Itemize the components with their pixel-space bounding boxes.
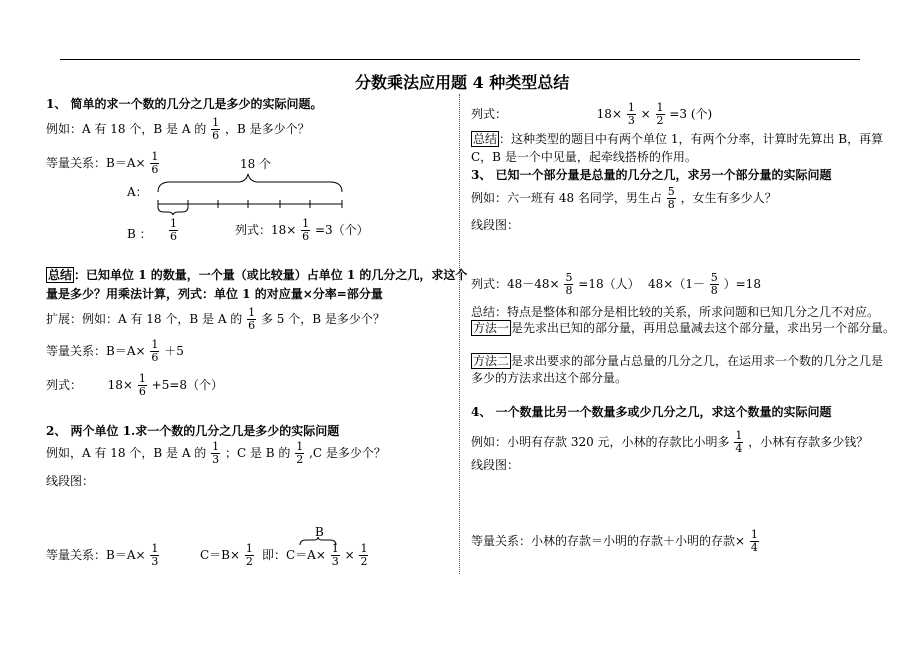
s1-formula: 列式：18× $\frac{1}{6}$ =3（个） xyxy=(235,217,369,243)
fraction-five-eighths: $\frac{5}{8}$ xyxy=(565,271,573,297)
method-1-tag: 方法一 xyxy=(473,321,510,335)
brace-bottom xyxy=(158,207,188,215)
s1-ext-equation: 等量关系：B＝A× $\frac{1}{6}$ ＋5 xyxy=(46,338,184,364)
s4-segment-label: 线段图： xyxy=(471,458,520,472)
fraction-one-third: $\frac{1}{3}$ xyxy=(331,542,339,568)
s3-segment-label: 线段图： xyxy=(471,218,520,232)
s3-example: 例如：六一班有 48 名同学，男生占 $\frac{5}{8}$ ，女生有多少人？ xyxy=(471,185,777,211)
page-title: 分数乘法应用题 4 种类型总结 xyxy=(355,73,570,92)
s1-summary-line1: 总结 ：已知单位 1 的数量，一个量（或比较量）占单位 1 的几分之几，求这个 xyxy=(48,268,468,282)
s3-method-1: 方法一 是先求出已知的部分量，再用总量减去这个部分量，求出另一个部分量。 xyxy=(473,321,896,335)
s1-ext-formula: 列式： 18× $\frac{1}{6}$ +5=8（个） xyxy=(46,372,224,398)
s4-equation: 等量关系：小林的存款＝小明的存款＋小明的存款× $\frac{1}{4}$ xyxy=(471,528,758,554)
fraction-one-sixth: $\frac{1}{6}$ xyxy=(170,217,177,243)
fraction-one-sixth: $\frac{1}{6}$ xyxy=(302,217,310,243)
segment-label-a: A： xyxy=(127,185,148,199)
s1-extension: 扩展：例如：A 有 18 个，B 是 A 的 $\frac{1}{6}$ 多 5 个，B 是多少个？ xyxy=(46,306,385,332)
s2-eq3: 即：C＝A× $\frac{1}{3}$ × $\frac{1}{2}$ xyxy=(262,542,368,568)
segment-top-label: 18 个 xyxy=(240,157,272,171)
s2-brace-label: B xyxy=(315,525,324,539)
fraction-one-sixth: $\frac{1}{6}$ xyxy=(212,116,220,142)
s2-example: 例如，A 有 18 个，B 是 A 的 $\frac{1}{3}$ ；C 是 B 的 $\frac{1}{2}$ ,C 是多少个？ xyxy=(46,440,386,466)
segment-label-b: B ： xyxy=(127,227,152,241)
fraction-one-third: $\frac{1}{3}$ xyxy=(627,101,635,127)
s3-method-2-line2: 多少的方法求出这个部分量。 xyxy=(471,371,628,385)
fraction-five-eighths: $\frac{5}{8}$ xyxy=(667,185,675,211)
fraction-one-sixth: $\frac{1}{6}$ xyxy=(151,338,159,364)
section-3-heading: 3、 已知一个部分量是总量的几分之几，求另一个部分量的实际问题 xyxy=(471,168,832,182)
column-divider xyxy=(459,94,460,574)
s1-example: 例如：A 有 18 个，B 是 A 的 $\frac{1}{6}$ ，B 是多少个？ xyxy=(46,116,310,142)
section-4-heading: 4、 一个数量比另一个数量多或少几分之几，求这个数量的实际问题 xyxy=(471,405,832,419)
fraction-one-sixth: $\frac{1}{6}$ xyxy=(151,150,159,176)
s3-formula-1: 列式：48－48× $\frac{5}{8}$ =18（人） xyxy=(471,271,640,297)
top-rule xyxy=(60,59,860,60)
s2-eq2: C＝B× $\frac{1}{2}$ xyxy=(200,542,253,568)
fraction-one-third: $\frac{1}{3}$ xyxy=(151,542,159,568)
s1-equation: 等量关系：B＝A× $\frac{1}{6}$ xyxy=(46,150,159,176)
s3-summary: 总结：特点是整体和部分是相比较的关系，所求问题和已知几分之几不对应。 xyxy=(471,305,880,319)
fraction-one-fourth: $\frac{1}{4}$ xyxy=(735,429,743,455)
fraction-one-half: $\frac{1}{2}$ xyxy=(245,542,253,568)
section-1-heading: 1、 简单的求一个数的几分之几是多少的实际问题。 xyxy=(46,97,323,111)
fraction-one-half: $\frac{1}{2}$ xyxy=(360,542,368,568)
segment-diagram xyxy=(150,170,350,215)
segment-b-fraction xyxy=(168,218,179,243)
summary-tag: 总结 xyxy=(48,268,73,282)
fraction-one-half: $\frac{1}{2}$ xyxy=(296,440,304,466)
method-2-tag: 方法二 xyxy=(473,354,510,368)
s2-formula: 列式： 18× $\frac{1}{3}$ × $\frac{1}{2}$ =3 (个) xyxy=(471,101,713,127)
s2-segment-label: 线段图： xyxy=(46,474,95,488)
brace-top xyxy=(158,174,342,192)
s2-summary-line2: C，B 是一个中见量，起牵线搭桥的作用。 xyxy=(471,150,697,164)
fraction-one-sixth: $\frac{1}{6}$ xyxy=(248,306,256,332)
s3-formula-2: 48×（1－ $\frac{5}{8}$ ）=18 xyxy=(648,271,761,297)
fraction-one-half: $\frac{1}{2}$ xyxy=(656,101,664,127)
s2-eq1: 等量关系：B＝A× $\frac{1}{3}$ xyxy=(46,542,159,568)
section-2-heading: 2、 两个单位 1.求一个数的几分之几是多少的实际问题 xyxy=(46,424,340,438)
fraction-one-sixth: $\frac{1}{6}$ xyxy=(138,372,146,398)
s2-summary-line1: 总结 ：这种类型的题目中有两个单位 1，有两个分率，计算时先算出 B，再算 xyxy=(473,132,884,146)
fraction-one-fourth: $\frac{1}{4}$ xyxy=(750,528,758,554)
s3-method-2-line1: 方法二 是求出要求的部分量占总量的几分之几，在运用求一个数的几分之几是 xyxy=(473,354,884,368)
fraction-one-third: $\frac{1}{3}$ xyxy=(212,440,220,466)
fraction-five-eighths: $\frac{5}{8}$ xyxy=(710,271,718,297)
summary-tag: 总结 xyxy=(473,132,498,146)
s4-example: 例如：小明有存款 320 元，小林的存款比小明多 $\frac{1}{4}$ ，小林有存款多少钱？ xyxy=(471,429,869,455)
s1-summary-line2: 量是多少？用乘法计算，列式：单位 1 的对应量×分率=部分量 xyxy=(46,287,383,301)
